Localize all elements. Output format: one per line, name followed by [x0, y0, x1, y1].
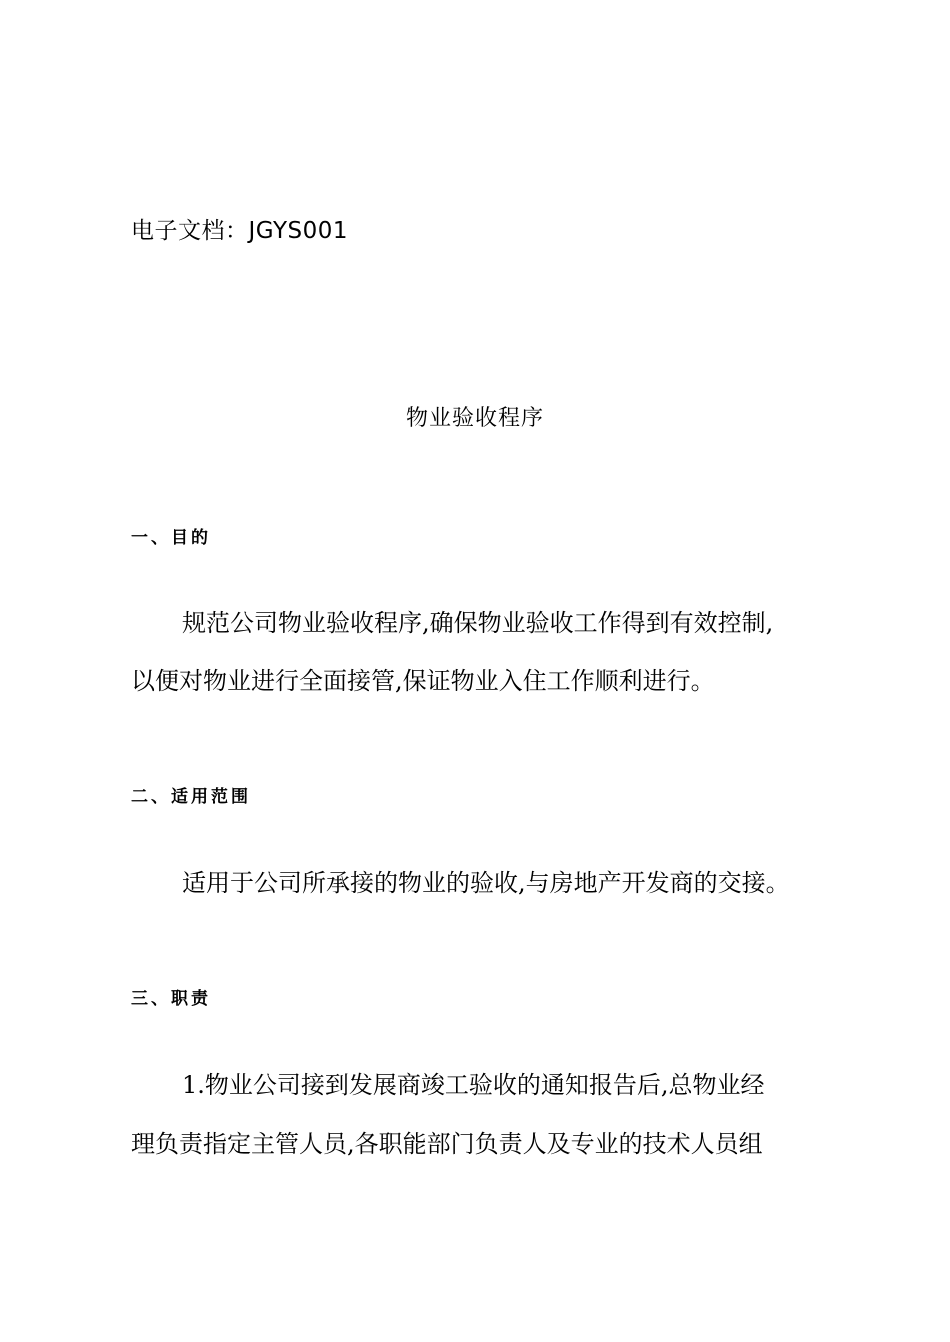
- document-title: 物业验收程序: [405, 406, 544, 431]
- paragraph-line: 以便对物业进行全面接管,保证物业入住工作顺利进行。: [131, 667, 715, 695]
- paragraph-line: 理负责指定主管人员,各职能部门负责人及专业的技术人员组: [131, 1130, 763, 1158]
- paragraph-line: 规范公司物业验收程序,确保物业验收工作得到有效控制,: [182, 609, 774, 637]
- document-code: 电子文档：JGYS001: [131, 218, 349, 244]
- paragraph-line: 适用于公司所承接的物业的验收,与房地产开发商的交接。: [182, 869, 790, 897]
- paragraph-line: 1.物业公司接到发展商竣工验收的通知报告后,总物业经: [182, 1071, 765, 1099]
- section-heading-scope: 二、适用范围: [131, 787, 251, 807]
- section-heading-responsibilities: 三、职责: [131, 989, 211, 1009]
- section-heading-purpose: 一、目的: [131, 528, 211, 548]
